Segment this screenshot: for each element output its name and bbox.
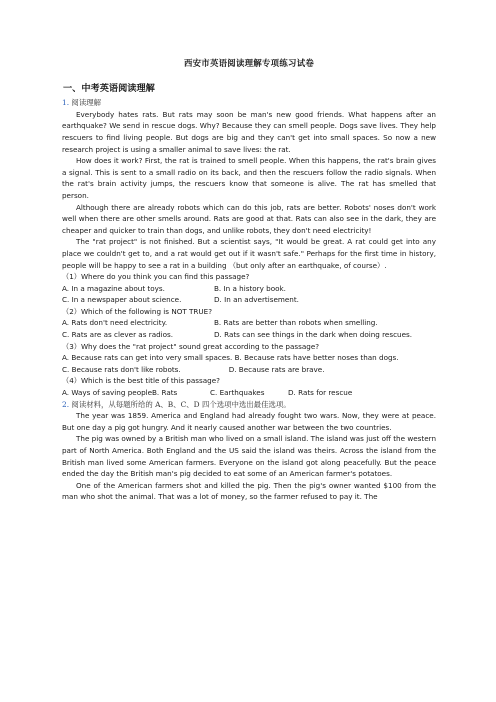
answer-option: A. In a magazine about toys.: [62, 283, 165, 293]
answer-option: D. In an advertisement.: [214, 295, 299, 305]
passage-paragraph: Everybody hates rats. But rats may soon be man's new good friends. What happens after an earthquake? We send in rescue dogs. Why? Because they can smell people. Dogs save lives. They help rescuers to find living people. But dogs are big and they can't get into small spaces. So now a new research project is using a smaller animal to save lives: the rat.: [62, 109, 436, 154]
sub-question-stem: （2）Which of the following is NOT TRUE?: [62, 306, 213, 316]
passage-paragraph: The pig was owned by a British man who lived on a small island. The island was just off the western part of North America. Both England and the US said the island was theirs. Across the island from the British man lived some American farmers. Everyone on the island got along peacefully. But the peace ended the day the British man's pig decided to eat some of an American farmer's potatoes.: [62, 434, 436, 479]
answer-option: B. Rats: [152, 388, 178, 398]
question-2-heading: [62, 399, 436, 411]
sub-question-stem: （4）Which is the best title of this passage?: [62, 376, 220, 386]
answer-options-row: [62, 283, 436, 295]
section-heading: 一、中考英语阅读理解: [63, 82, 155, 94]
sub-question-stem: （3）Why does the "rat project" sound great according to the passage?: [62, 341, 320, 351]
answer-option: A. Rats don't need electricity.: [62, 318, 168, 328]
answer-option: A. Ways of saving people: [62, 388, 153, 398]
answer-option: C. In a newspaper about science.: [62, 295, 182, 305]
answer-options-line: C. Because rats don't like robots. D. Because rats are brave.: [62, 364, 325, 374]
sub-question-stem: （1）Where do you think you can find this passage?: [62, 272, 250, 282]
question-number: 2.: [62, 399, 70, 409]
passage-paragraph: The "rat project" is not finished. But a scientist says, "It would be great. A rat could get into any place we couldn't get to, and a rat would get out if it wasn't safe." Perhaps for the first time in history, people will be happy to see a rat in a building （but only after an earthquake, of course）.: [62, 237, 436, 270]
answer-option: B. In a history book.: [214, 283, 286, 293]
answer-options-line: A. Because rats can get into very small spaces. B. Because rats have better noses than dogs.: [62, 353, 399, 363]
passage-paragraph: Although there are already robots which can do this job, rats are better. Robots' noses don't work well when there are other smells around. Rats are good at that. Rats can also see in the dark, they are cheaper and quicker to train than dogs, and unlike robots, they don't need electricity!: [62, 202, 436, 235]
answer-options-row: [62, 387, 436, 399]
answer-options-row: [62, 329, 436, 341]
question-heading-text: 阅读理解: [71, 98, 101, 108]
passage-paragraph: How does it work? First, the rat is trained to smell people. When this happens, the rat's brain gives a signal. This is sent to a small radio on its back, and then the rescuers follow the radio signals. When the rat's brain activity jumps, the rescuers know that someone is alive. The rat has smelled that person.: [62, 156, 436, 200]
answer-options-row: [62, 294, 436, 306]
passage-paragraph: The year was 1859. America and England had already fought two wars. Now, they were at peace. But one day a pig got hungry. And it nearly caused another war between the two countries.: [62, 411, 436, 432]
answer-option: D. Rats for rescue: [288, 388, 353, 398]
answer-option: B. Rats are better than robots when smelling.: [214, 318, 378, 328]
answer-option: C. Earthquakes: [210, 388, 265, 398]
answer-option: C. Rats are as clever as radios.: [62, 330, 174, 340]
answer-options-row: [62, 317, 436, 329]
document-title: 西安市英语阅读理解专项练习试卷: [183, 58, 315, 68]
passage-paragraph: One of the American farmers shot and killed the pig. Then the pig's owner wanted $100 from the man who shot the animal. That was a lot of money, so the farmer refused to pay it. The: [62, 480, 436, 502]
question-1-heading: [62, 97, 436, 109]
question-number: 1.: [62, 98, 70, 108]
answer-option: D. Rats can see things in the dark when doing rescues.: [214, 330, 413, 340]
question-heading-text: 阅读材料，从每题所给的 A、B、C、D 四个选项中选出最佳选项。: [71, 399, 291, 409]
